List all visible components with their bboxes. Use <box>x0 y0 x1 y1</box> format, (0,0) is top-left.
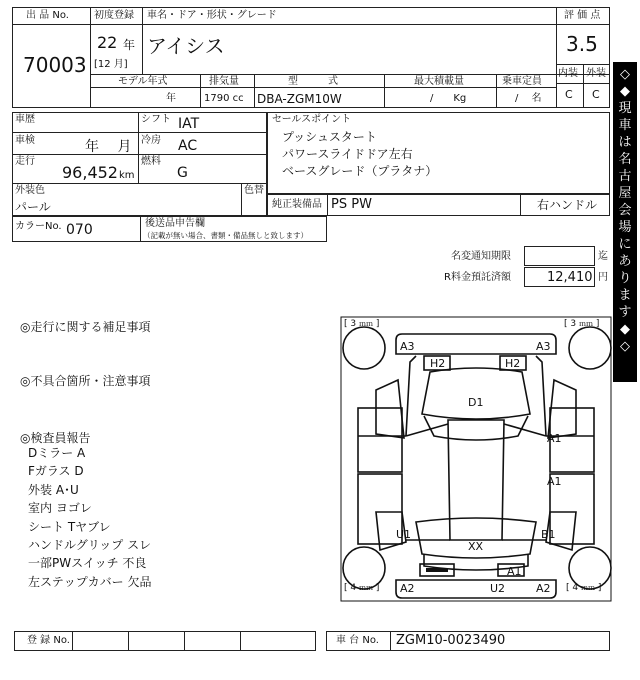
divider <box>140 216 141 242</box>
divider <box>583 64 584 108</box>
roof-line <box>406 424 448 436</box>
inspector-item: 室内 ヨゴレ <box>28 501 92 515</box>
fuel-value: G <box>177 165 188 181</box>
model-year-unit: 年 <box>166 93 176 104</box>
divider <box>142 7 143 74</box>
exterior-label: 外装 <box>586 68 606 79</box>
ext-color-label: 外装色 <box>15 185 45 196</box>
name-change-box <box>524 246 595 266</box>
roof-line <box>504 424 546 436</box>
inspector-item: 一部PWスイッチ 不良 <box>28 556 147 570</box>
divider <box>128 631 129 651</box>
defects-heading: ◎不具合箇所・注意事項 <box>20 374 151 388</box>
mark-hood: D1 <box>468 396 484 409</box>
history-label: 車歴 <box>15 114 35 125</box>
ext-color-value: パール <box>15 200 51 214</box>
driving-heading: ◎走行に関する補足事項 <box>20 320 151 334</box>
equipment-value: PS PW <box>331 197 372 212</box>
wheel-front-right <box>569 327 611 369</box>
divider <box>12 132 267 133</box>
sales-point: ベースグレード（プラタナ） <box>282 164 438 178</box>
divider <box>200 74 201 108</box>
mark-right-rear-quarter: B1 <box>541 528 556 541</box>
interior-label: 内装 <box>558 68 578 79</box>
ac-value: AC <box>178 138 198 154</box>
inspector-item: 左ステップカバー 欠品 <box>28 575 152 589</box>
tire-label-fr: [ 3 ｍｍ ] <box>564 319 600 329</box>
later-declared-label: 後送品申告欄 <box>145 218 205 229</box>
inspector-item: シート Tヤブレ <box>28 520 111 534</box>
fender-fl <box>406 356 416 436</box>
lot-label: 出 品 No. <box>26 10 69 21</box>
inspector-item: 外装 A･U <box>28 483 79 497</box>
car-diagram <box>340 316 612 602</box>
mark-right-front-door: A1 <box>547 432 562 445</box>
divider <box>496 74 497 108</box>
inspection-label: 車検 <box>15 135 35 146</box>
location-banner: ◇ ◆ 現 車 は 名 古 屋 会 場 に あ り ま す ◆ ◇ <box>613 62 637 382</box>
shift-label: シフト <box>141 114 171 125</box>
type-label: 型 式 <box>288 76 338 87</box>
divider <box>12 183 267 184</box>
color-change-label: 色替 <box>244 185 264 196</box>
divider <box>184 631 185 651</box>
mark-rear-bumper-center: U2 <box>490 582 506 595</box>
chassis-value: ZGM10-0023490 <box>396 633 506 648</box>
divider <box>241 183 242 216</box>
equipment-label: 純正装備品 <box>272 199 322 210</box>
divider <box>90 7 91 108</box>
mark-roof: XX <box>468 540 484 553</box>
capacity-value: / 名 <box>515 93 542 104</box>
divider <box>254 74 255 108</box>
recycle-label: R料金預託済額 <box>444 272 511 283</box>
mileage-label: 走行 <box>15 156 35 167</box>
mark-front-bumper-right: A3 <box>536 340 551 353</box>
mark-rear-bumper-left: A2 <box>400 582 415 595</box>
score-value: 3.5 <box>566 32 598 56</box>
name-change-unit: 迄 <box>598 251 608 262</box>
mark-left-rear-quarter: U1 <box>396 528 412 541</box>
divider <box>90 87 556 88</box>
mark-trunk-right: A1 <box>507 565 522 578</box>
rear-bumper <box>396 580 556 598</box>
fender-fr <box>536 356 546 436</box>
first-reg-month: [12 月] <box>94 59 128 70</box>
door-front-left <box>358 408 402 472</box>
divider <box>12 24 90 25</box>
divider <box>556 7 557 108</box>
chassis-label: 車 台 No. <box>336 635 379 646</box>
exterior-grade: C <box>592 88 600 101</box>
divider <box>384 74 385 108</box>
front-wing-right <box>548 380 576 438</box>
car-name: アイシス <box>147 34 225 58</box>
color-no-value: 070 <box>66 222 93 238</box>
front-bumper <box>396 334 556 354</box>
divider <box>90 24 556 25</box>
model-code: DBA-ZGM10W <box>257 92 342 106</box>
inspector-item: Dミラー A <box>28 446 86 460</box>
tire-label-rl: [ 4 ｍｍ ] <box>344 583 380 593</box>
steering-value: 右ハンドル <box>537 198 598 212</box>
inspector-heading: ◎検査員報告 <box>20 431 91 445</box>
mark-right-rear-door: A1 <box>547 475 562 488</box>
displacement-value: 1790 cc <box>204 93 244 104</box>
sales-points-label: セールスポイント <box>272 114 352 125</box>
mileage-value: 96,452 <box>62 163 118 182</box>
sales-point: パワースライドドア左右 <box>282 147 413 161</box>
capacity-label: 乗車定員 <box>502 76 542 87</box>
score-label: 評 価 点 <box>564 10 601 21</box>
reg-no-label: 登 録 No. <box>27 635 70 646</box>
mark-headlight-right: H2 <box>505 357 521 370</box>
model-year-label: モデル年式 <box>118 76 168 87</box>
divider <box>556 24 610 25</box>
divider <box>390 631 391 651</box>
divider <box>72 631 73 651</box>
front-wing-left <box>376 380 404 438</box>
wheel-front-left <box>343 327 385 369</box>
divider <box>90 74 610 75</box>
mark-headlight-left: H2 <box>430 357 446 370</box>
divider <box>327 194 328 216</box>
color-no-label: カラーNo. <box>15 221 62 232</box>
roof <box>448 420 504 540</box>
ac-label: 冷房 <box>141 135 161 146</box>
max-load-value: / Kg <box>430 93 467 104</box>
car-name-label: 車名・ドア・形状・グレード <box>147 10 277 21</box>
name-change-label: 名変通知期限 <box>451 251 511 262</box>
recycle-value: 12,410 <box>547 270 593 285</box>
recycle-unit: 円 <box>598 272 608 283</box>
later-declared-note: （記載が無い場合、書類・備品無しと致します） <box>143 231 308 240</box>
mark-front-bumper-left: A3 <box>400 340 415 353</box>
tire-label-rr: [ 4 ｍｍ ] <box>566 583 602 593</box>
displacement-label: 排気量 <box>209 76 239 87</box>
fuel-label: 燃料 <box>141 156 161 167</box>
inspector-item: ハンドルグリップ スレ <box>28 538 152 552</box>
max-load-label: 最大積載量 <box>414 76 464 87</box>
divider <box>520 194 521 216</box>
shift-value: IAT <box>178 116 200 132</box>
divider <box>138 112 139 183</box>
first-reg-year: 22 <box>97 33 118 52</box>
year-unit: 年 <box>123 38 136 52</box>
divider <box>240 631 241 651</box>
sales-point: プッシュスタート <box>282 130 377 144</box>
inspection-value: 年 月 <box>85 139 132 155</box>
hood <box>422 368 530 419</box>
first-reg-label: 初度登録 <box>94 10 134 21</box>
interior-grade: C <box>565 88 573 101</box>
divider <box>12 154 267 155</box>
lot-number: 70003 <box>23 53 87 77</box>
mark-rear-bumper-right: A2 <box>536 582 551 595</box>
plate-mark <box>426 568 448 572</box>
mileage-unit: km <box>119 170 135 181</box>
tire-label-fl: [ 3 ｍｍ ] <box>344 319 380 329</box>
inspector-item: Fガラス D <box>28 464 84 478</box>
